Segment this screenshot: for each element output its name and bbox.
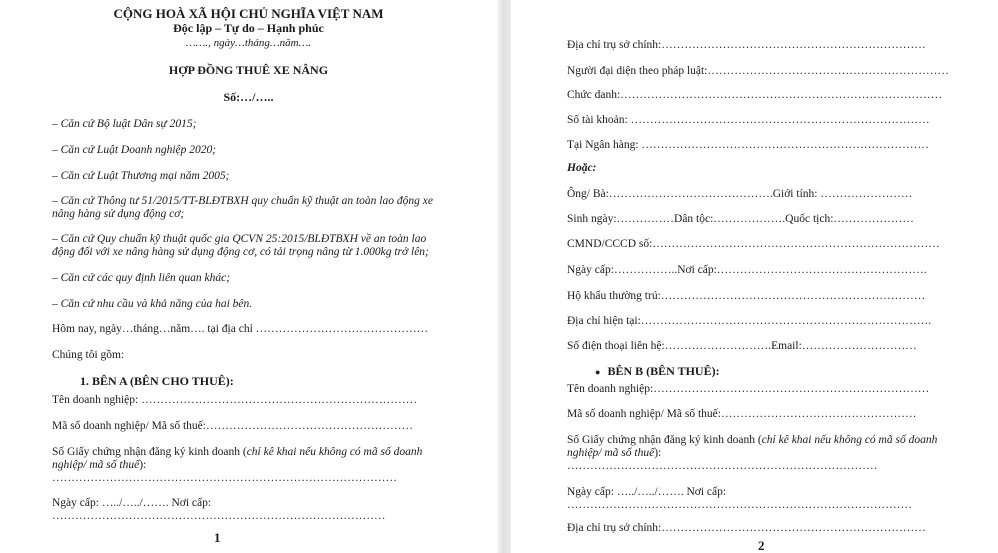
basis-circular-51-cont: nâng hàng sử dụng động cơ; xyxy=(52,208,185,220)
basis-qcvn: – Căn cứ Quy chuẩn kỹ thuật quốc gia QCVN 25:2015/BLĐTBXH về an toàn lao xyxy=(52,233,427,245)
phone-email-field: Số điện thoại liên hệ:……………………….Email:………………………… xyxy=(567,340,917,352)
basis-civil-code: – Căn cứ Bộ luật Dân sự 2015; xyxy=(52,118,197,130)
b-business-reg-note-cont: nghiệp/ mã số thuế xyxy=(567,447,655,459)
business-reg-note-cont: nghiệp/ mã số thuế xyxy=(52,459,140,471)
id-issue-field: Ngày cấp:……………..Nơi cấp:………………………………………………. xyxy=(567,264,927,276)
permanent-residence-field: Hộ khẩu thường trú:…………………………………………………………… xyxy=(567,290,926,302)
b-business-reg-label: Số Giấy chứng nhận đăng ký kinh doanh ( xyxy=(567,434,762,446)
we-are-label: Chúng tôi gồm: xyxy=(52,349,125,361)
motto: Độc lập – Tự do – Hạnh phúc xyxy=(173,21,324,35)
bullet-icon: ● xyxy=(595,367,601,377)
basis-needs: – Căn cứ nhu cầu và khả năng của hai bên. xyxy=(52,298,253,310)
party-a-heading: 1. BÊN A (BÊN CHO THUÊ): xyxy=(80,374,234,388)
b-business-reg-blank: ……………………………………………………………………… xyxy=(567,460,878,472)
head-office-address-field: Địa chỉ trụ sở chính:…………………………………………………………… xyxy=(567,39,926,51)
b-issue-date-field: Ngày cấp: …../…../……. Nơi cấp: xyxy=(567,486,727,498)
b-business-reg-close: ): xyxy=(654,447,662,459)
position-field: Chức danh:………………………………………………………………………… xyxy=(567,89,943,101)
b-business-reg-field-cont xyxy=(567,446,661,460)
b-business-reg-field xyxy=(567,433,937,447)
document-page-2 xyxy=(511,0,998,553)
nation-title: CỘNG HOÀ XÃ HỘI CHỦ NGHĨA VIỆT NAM xyxy=(113,6,384,21)
issue-date-field: Ngày cấp: …../…../……. Nơi cấp: xyxy=(52,497,212,509)
page-gutter xyxy=(497,0,511,553)
contract-number: Số:…/….. xyxy=(223,90,274,104)
or-label: Hoặc: xyxy=(567,162,597,174)
page-number-2: 2 xyxy=(758,538,765,553)
current-address-field: Địa chỉ hiện tại:…………………………………………………………………. xyxy=(567,315,932,327)
b-head-office-address-field: Địa chỉ trụ sở chính:…………………………………………………………… xyxy=(567,522,926,534)
business-reg-label: Số Giấy chứng nhận đăng ký kinh doanh ( xyxy=(52,446,247,458)
company-name-field: Tên doanh nghiệp: ……………………………………………………………… xyxy=(52,394,418,406)
b-business-reg-note: chỉ kê khai nếu không có mã số doanh xyxy=(761,434,938,446)
basis-other: – Căn cứ các quy định liên quan khác; xyxy=(52,272,231,284)
bank-field: Tại Ngân hàng: ………………………………………………………………… xyxy=(567,139,929,151)
business-reg-field-cont xyxy=(52,458,146,472)
tax-code-field: Mã số doanh nghiệp/ Mã số thuế:……………………………………………… xyxy=(52,420,413,432)
business-reg-note: chỉ kê khai nếu không có mã số doanh xyxy=(246,446,423,458)
account-number-field: Số tài khoản: …………………………………………………………………… xyxy=(567,114,930,126)
issue-place-blank: …………………………………………………………………………… xyxy=(52,510,386,522)
basis-enterprise-law: – Căn cứ Luật Doanh nghiệp 2020; xyxy=(52,144,217,156)
b-tax-code-field: Mã số doanh nghiệp/ Mã số thuế:…………………………………………… xyxy=(567,408,917,420)
business-reg-field xyxy=(52,445,422,459)
contract-title: HỢP ĐỒNG THUÊ XE NÂNG xyxy=(168,63,329,77)
name-gender-field: Ông/ Bà:…………………………………….Giới tính: …………………… xyxy=(567,188,913,200)
b-company-name-field: Tên doanh nghiệp:……………………………………………………………… xyxy=(567,383,930,395)
legal-representative-field: Người đại diện theo pháp luật:……………………………………………………… xyxy=(567,65,949,77)
basis-circular-51: – Căn cứ Thông tư 51/2015/TT-BLĐTBXH quy chuẩn kỹ thuật an toàn lao động xe xyxy=(52,195,433,207)
today-line: Hôm nay, ngày…tháng…năm…. tại địa chỉ ……………………………………… xyxy=(52,323,429,335)
basis-commercial-law: – Căn cứ Luật Thương mại năm 2005; xyxy=(52,170,230,182)
party-b-heading-label: BÊN B (BÊN THUÊ): xyxy=(607,364,720,378)
birth-ethnicity-nationality-field: Sinh ngày:……………Dân tộc:……………….Quốc tịch:………………… xyxy=(567,213,914,225)
page-number-1: 1 xyxy=(214,530,221,545)
basis-qcvn-cont: động đối với xe nâng hàng sử dụng động cơ, có tải trọng nâng từ 1.000kg trở lên; xyxy=(52,246,429,258)
id-card-field: CMND/CCCD số:………………………………………………………………… xyxy=(567,238,940,250)
party-b-heading xyxy=(595,364,720,379)
b-issue-place-blank: ……………………………………………………………………………… xyxy=(567,499,912,511)
business-reg-blank: ……………………………………………………………………………… xyxy=(52,472,397,484)
place-date: ……., ngày…tháng…năm…. xyxy=(185,37,312,49)
document-page-1 xyxy=(0,0,497,553)
business-reg-close: ): xyxy=(139,459,147,471)
